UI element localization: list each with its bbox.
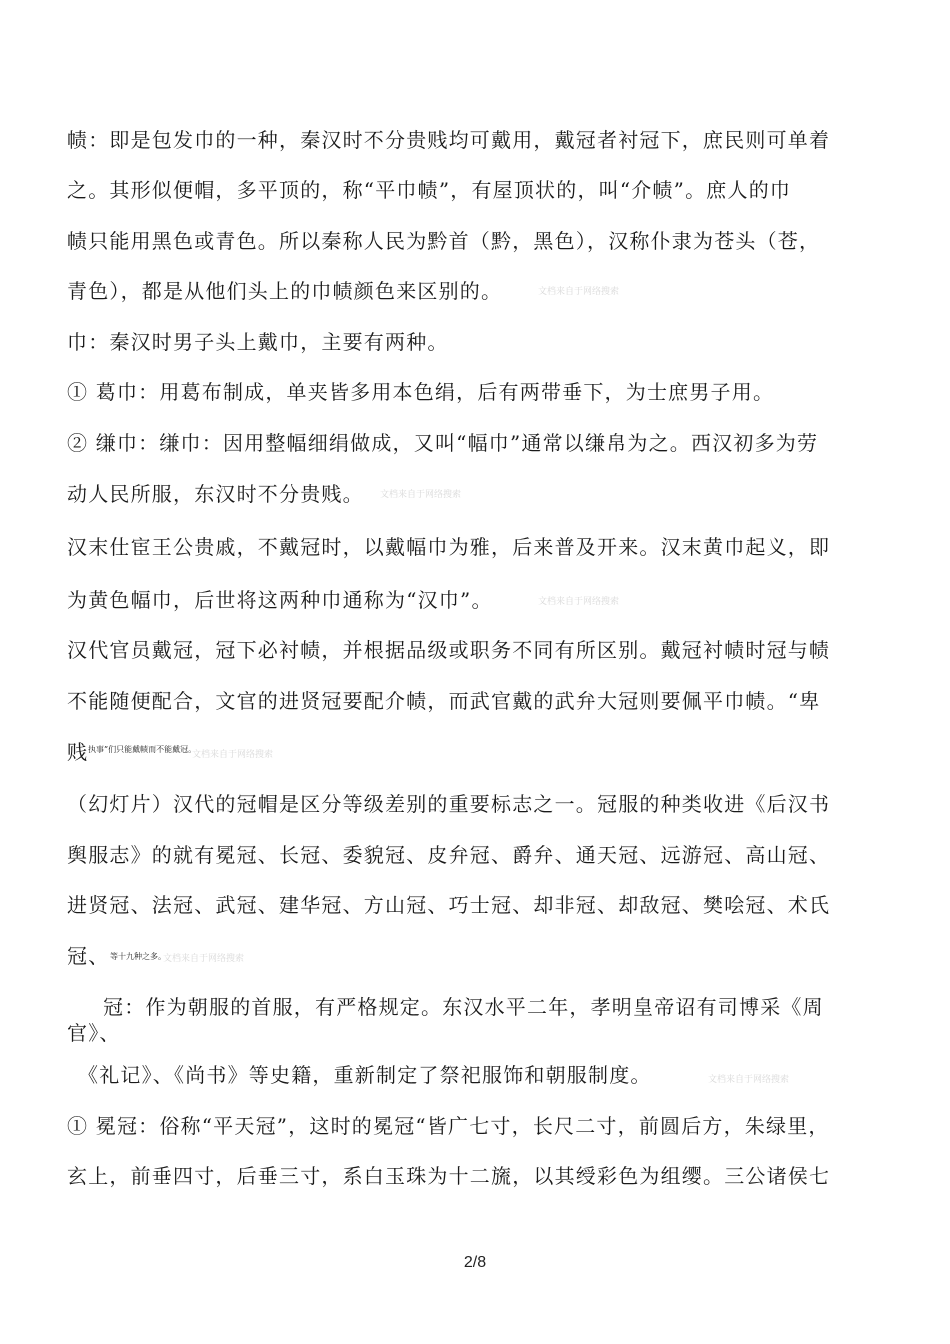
paragraph-line: 帻：即是包发巾的一种，秦汉时不分贵贱均可戴用，戴冠者衬冠下，庶民则可单着 bbox=[67, 128, 831, 152]
paragraph-line: 《礼记》、《尚书》等史籍，重新制定了祭祀服饰和朝服制度。 bbox=[78, 1063, 652, 1087]
paragraph-line: 贱 bbox=[67, 740, 89, 764]
watermark: 文档来自于网络搜索 bbox=[380, 490, 462, 500]
watermark: 文档来自于网络搜索 bbox=[538, 597, 620, 607]
paragraph-line: （幻灯片）汉代的冠帽是区分等级差别的重要标志之一。冠服的种类收进《后汉书 bbox=[67, 792, 831, 816]
small-note: 等十九种之多。 bbox=[110, 952, 166, 961]
paragraph-line: 汉末仕宦王公贵戚，不戴冠时，以戴幅巾为雅，后来普及开来。汉末黄巾起义，即 bbox=[67, 535, 831, 559]
paragraph-line: 玄上，前垂四寸，后垂三寸，系白玉珠为十二旒，以其绶彩色为组缨。三公诸侯七 bbox=[67, 1164, 831, 1188]
paragraph-line: 帻只能用黑色或青色。所以秦称人民为黔首（黔，黑色），汉称仆隶为苍头（苍， bbox=[67, 229, 821, 253]
paragraph-line: 之。其形似便帽，多平顶的，称“平巾帻”，有屋顶状的，叫“介帻”。庶人的巾 bbox=[67, 178, 792, 202]
watermark: 文档来自于网络搜索 bbox=[538, 287, 620, 297]
paragraph-line: 汉代官员戴冠，冠下必衬帻，并根据品级或职务不同有所区别。戴冠衬帻时冠与帻 bbox=[67, 638, 831, 662]
paragraph-line: 进贤冠、法冠、武冠、建华冠、方山冠、巧士冠、却非冠、却敌冠、樊哙冠、术氏 bbox=[67, 893, 831, 917]
small-note: 执事”们只能戴帻而不能戴冠。 bbox=[88, 745, 197, 754]
paragraph-line: 舆服志》的就有冕冠、长冠、委貌冠、皮弁冠、爵弁、通天冠、远游冠、高山冠、 bbox=[67, 843, 831, 867]
paragraph-line: 巾：秦汉时男子头上戴巾，主要有两种。 bbox=[67, 330, 449, 354]
watermark: 文档来自于网络搜索 bbox=[163, 954, 245, 964]
paragraph-line: 冠：作为朝服的首服，有严格规定。东汉水平二年，孝明皇帝诏有司博采《周 bbox=[103, 995, 824, 1019]
paragraph-line: 不能随便配合，文官的进贤冠要配介帻，而武官戴的武弁大冠则要佩平巾帻。“卑 bbox=[67, 689, 821, 713]
watermark: 文档来自于网络搜索 bbox=[192, 750, 274, 760]
watermark: 文档来自于网络搜索 bbox=[708, 1075, 790, 1085]
list-item: ① 葛巾：用葛布制成，单夹皆多用本色绢，后有两带垂下，为士庶男子用。 bbox=[67, 380, 775, 404]
page-number: 2/8 bbox=[463, 1254, 487, 1271]
paragraph-line: 动人民所服，东汉时不分贵贱。 bbox=[67, 482, 364, 506]
paragraph-line: 青色），都是从他们头上的巾帻颜色来区别的。 bbox=[67, 279, 503, 303]
paragraph-line: 冠、 bbox=[67, 944, 110, 968]
list-item: ① 冕冠：俗称“平天冠”，这时的冕冠“皆广七寸，长尺二寸，前圆后方，朱绿里， bbox=[67, 1114, 830, 1138]
list-item: ② 缣巾：缣巾：因用整幅细绢做成，又叫“幅巾”通常以缣帛为之。西汉初多为劳 bbox=[67, 431, 819, 455]
paragraph-line: 为黄色幅巾，后世将这两种巾通称为“汉巾”。 bbox=[67, 588, 493, 612]
paragraph-line: 官》、 bbox=[67, 1021, 121, 1045]
